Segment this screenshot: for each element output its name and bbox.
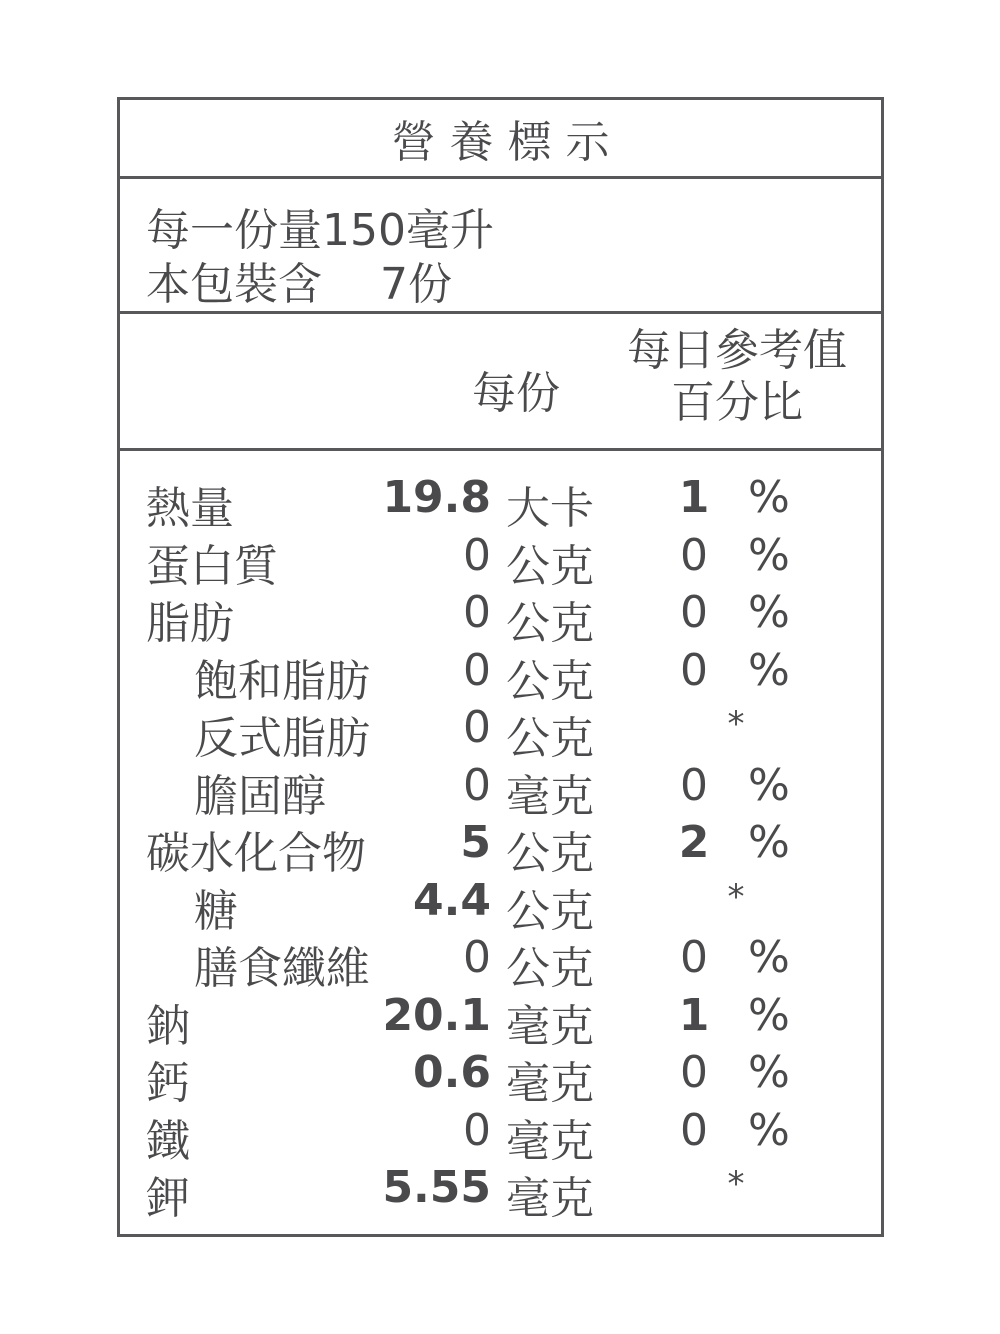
percent-sign: % (748, 587, 790, 638)
nutrient-rows (120, 470, 881, 1224)
nutrient-unit: 公克 (506, 943, 594, 994)
nutrient-value: 0 (463, 702, 491, 753)
percent-sign: % (748, 932, 790, 983)
nutrient-row-dietary-fiber (120, 930, 881, 994)
nutrient-unit: 公克 (506, 598, 594, 649)
no-reference-star: * (727, 704, 745, 744)
nutrient-row-protein (120, 528, 881, 592)
nutrient-unit: 公克 (506, 540, 594, 592)
nutrient-row-trans-fat (120, 700, 881, 764)
nutrient-name: 鈣 (146, 1058, 190, 1109)
daily-value-percent: 0 (680, 932, 708, 983)
nutrient-value: 0 (463, 587, 491, 638)
nutrient-row-sodium (120, 988, 881, 1052)
nutrient-value: 0 (463, 644, 491, 696)
daily-value-percent: 0 (680, 587, 708, 638)
nutrient-name: 碳水化合物 (146, 828, 366, 879)
nutrient-name: 蛋白質 (146, 540, 278, 592)
servings-per-package: 本包裝含 7份 (146, 259, 452, 310)
percent-sign: % (748, 1104, 790, 1156)
nutrient-name: 膳食纖維 (194, 943, 370, 994)
nutrient-row-potassium (120, 1160, 881, 1224)
daily-value-percent: 0 (680, 759, 708, 811)
nutrient-unit: 毫克 (506, 1058, 594, 1109)
percent-sign: % (748, 817, 790, 868)
nutrient-value: 0 (463, 529, 491, 581)
nutrient-value: 20.1 (382, 989, 491, 1041)
serving-size: 每一份量150毫升 (146, 205, 494, 256)
nutrient-unit: 公克 (506, 655, 594, 707)
percent-sign: % (748, 472, 790, 523)
nutrient-name: 反式脂肪 (194, 713, 370, 764)
percent-sign: % (748, 759, 790, 811)
daily-value-percent: 1 (678, 989, 710, 1041)
nutrient-unit: 公克 (506, 885, 594, 937)
nutrient-value: 19.8 (382, 472, 491, 523)
no-reference-star: * (727, 1164, 745, 1204)
column-header (120, 311, 881, 451)
nutrient-unit: 毫克 (506, 1000, 594, 1052)
nutrient-row-saturated-fat (120, 643, 881, 707)
daily-value-header (608, 325, 866, 429)
nutrient-name: 熱量 (146, 483, 234, 534)
nutrient-row-calcium (120, 1045, 881, 1109)
daily-value-percent: 1 (678, 472, 710, 523)
nutrient-unit: 大卡 (506, 483, 594, 534)
nutrient-name: 糖 (194, 885, 238, 937)
percent-sign: % (748, 989, 790, 1041)
daily-value-header-line2: 百分比 (671, 377, 803, 428)
nutrient-unit: 公克 (506, 828, 594, 879)
nutrient-unit: 公克 (506, 713, 594, 764)
serving-info (120, 176, 881, 314)
nutrient-value: 0.6 (413, 1047, 491, 1098)
nutrient-name: 鐵 (146, 1115, 190, 1167)
percent-sign: % (748, 644, 790, 696)
nutrient-value: 0 (463, 1104, 491, 1156)
nutrient-value: 4.4 (413, 874, 491, 926)
label-title: 營養標示 (391, 117, 624, 168)
daily-value-header-line1: 每日參考值 (627, 325, 847, 376)
nutrient-name: 膽固醇 (194, 770, 326, 822)
nutrient-value: 0 (463, 932, 491, 983)
nutrient-value: 5.55 (382, 1162, 491, 1213)
nutrient-row-carbohydrate (120, 815, 881, 879)
per-serving-header: 每份 (472, 368, 560, 419)
nutrient-unit: 毫克 (506, 770, 594, 822)
nutrient-row-fat (120, 585, 881, 649)
daily-value-percent: 0 (680, 529, 708, 581)
nutrition-label (117, 97, 884, 1237)
no-reference-star: * (727, 876, 745, 917)
nutrient-value: 0 (463, 759, 491, 811)
daily-value-percent: 0 (680, 1047, 708, 1098)
daily-value-percent: 0 (680, 1104, 708, 1156)
nutrient-unit: 毫克 (506, 1115, 594, 1167)
percent-sign: % (748, 529, 790, 581)
percent-sign: % (748, 1047, 790, 1098)
nutrient-name: 飽和脂肪 (194, 655, 370, 707)
daily-value-percent: 2 (678, 817, 710, 868)
nutrient-name: 鉀 (146, 1173, 190, 1224)
daily-value-percent: 0 (680, 644, 708, 696)
nutrient-row-cholesterol (120, 758, 881, 822)
nutrient-row-calories (120, 470, 881, 534)
nutrient-value: 5 (460, 817, 491, 868)
nutrient-row-sugar (120, 873, 881, 937)
nutrient-name: 脂肪 (146, 598, 234, 649)
nutrient-unit: 毫克 (506, 1173, 594, 1224)
title-row (120, 100, 881, 179)
nutrient-row-iron (120, 1103, 881, 1167)
nutrient-name: 鈉 (146, 1000, 190, 1052)
